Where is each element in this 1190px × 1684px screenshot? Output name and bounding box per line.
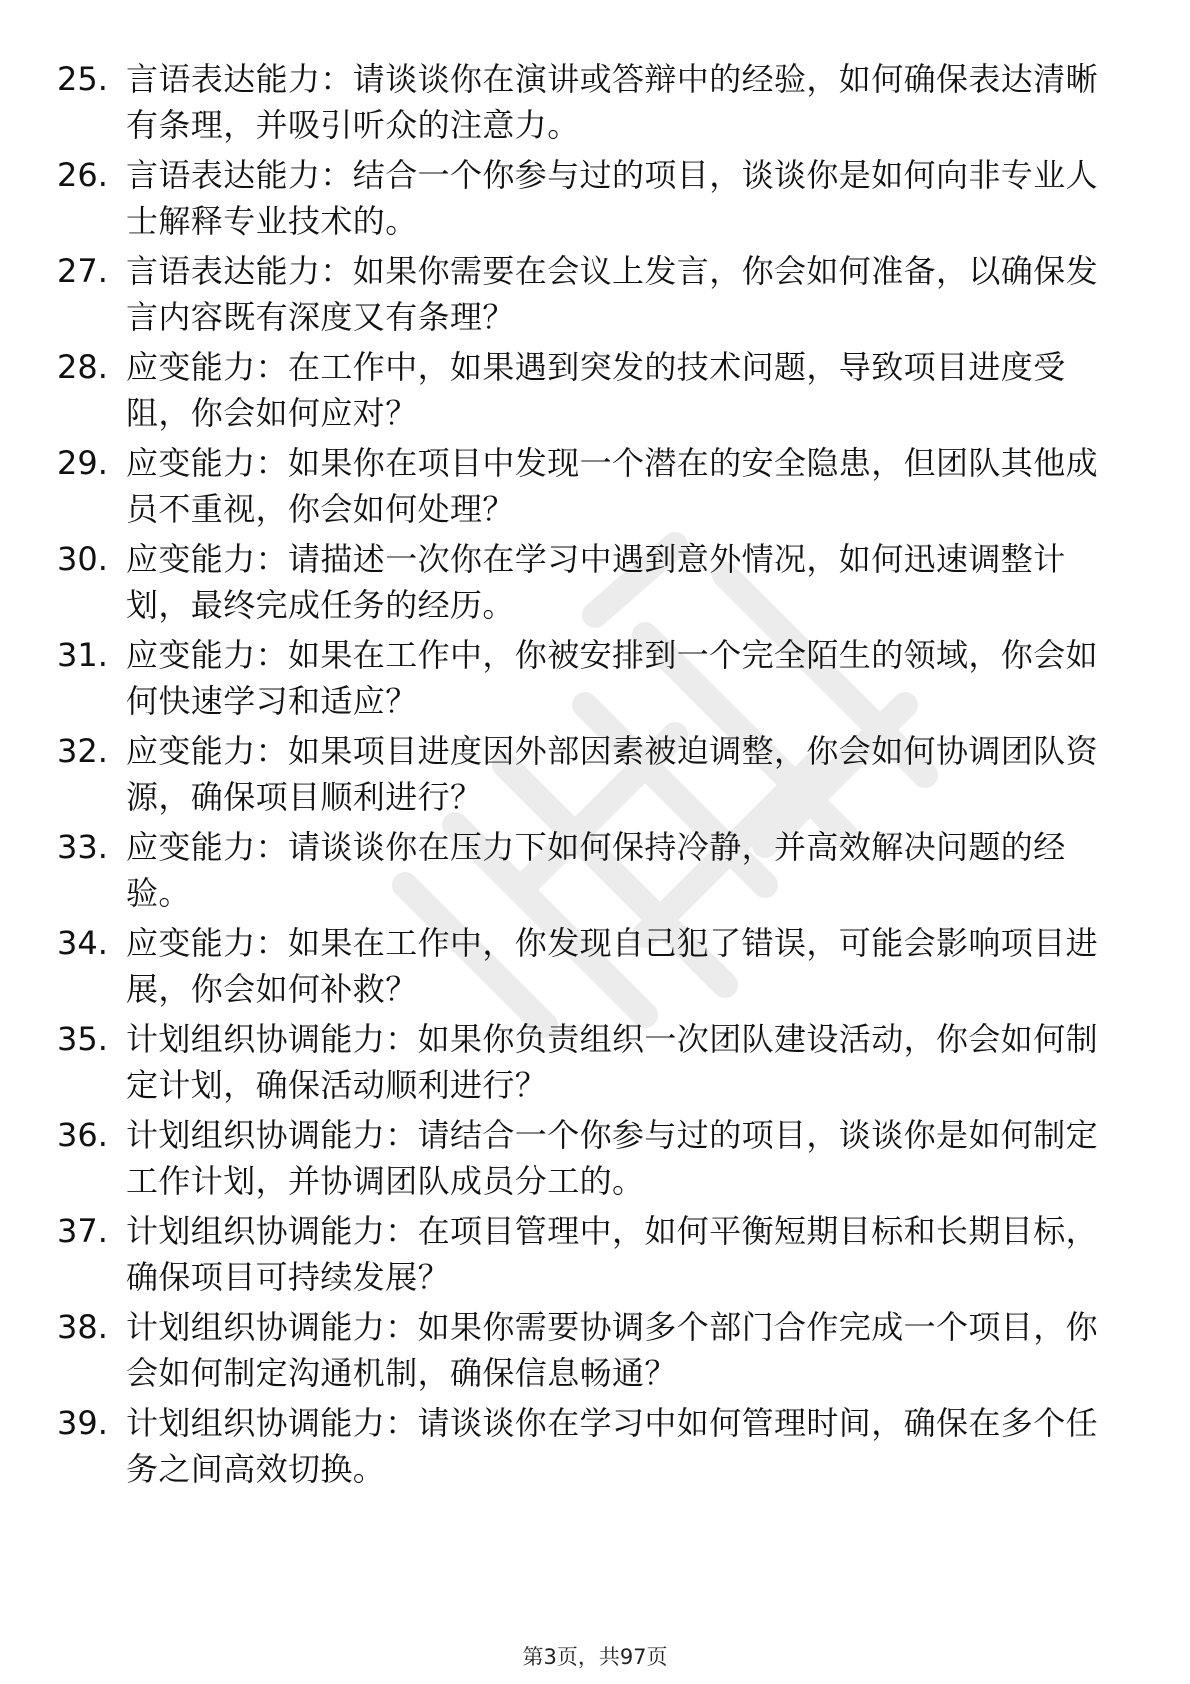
page-number: 第3页，共97页	[522, 1645, 668, 1669]
question-item	[0, 238, 1190, 334]
question-text: 计划组织协调能力：在项目管理中，如何平衡短期目标和长期目标，确保项目可持续发展？	[126, 1212, 1099, 1296]
question-item	[0, 1006, 1190, 1102]
question-number: 39.	[57, 1404, 108, 1442]
question-text: 应变能力：如果你在项目中发现一个潜在的安全隐患，但团队其他成员不重视，你会如何处理？	[126, 444, 1099, 528]
question-number: 32.	[57, 732, 108, 770]
question-item	[0, 142, 1190, 238]
question-item	[0, 718, 1190, 814]
question-item	[0, 814, 1190, 910]
question-number: 27.	[57, 252, 108, 290]
question-item	[0, 1102, 1190, 1198]
question-number: 31.	[57, 636, 108, 674]
question-number: 30.	[57, 540, 108, 578]
question-item	[0, 334, 1190, 430]
question-item	[0, 1198, 1190, 1294]
question-text: 计划组织协调能力：请谈谈你在学习中如何管理时间，确保在多个任务之间高效切换。	[126, 1404, 1099, 1488]
question-text: 应变能力：请谈谈你在压力下如何保持冷静，并高效解决问题的经验。	[126, 828, 1066, 912]
question-number: 25.	[57, 60, 108, 98]
question-number: 35.	[57, 1020, 108, 1058]
question-number: 28.	[57, 348, 108, 386]
question-text: 言语表达能力：结合一个你参与过的项目，谈谈你是如何向非专业人士解释专业技术的。	[126, 156, 1099, 240]
question-text: 计划组织协调能力：请结合一个你参与过的项目，谈谈你是如何制定工作计划，并协调团队成员分工的。	[126, 1116, 1099, 1200]
question-text: 言语表达能力：如果你需要在会议上发言，你会如何准备，以确保发言内容既有深度又有条理？	[126, 252, 1099, 336]
question-item	[0, 910, 1190, 1006]
question-number: 26.	[57, 156, 108, 194]
question-item	[0, 46, 1190, 142]
question-text: 应变能力：如果在工作中，你被安排到一个完全陌生的领域，你会如何快速学习和适应？	[126, 636, 1099, 720]
question-text: 应变能力：请描述一次你在学习中遇到意外情况，如何迅速调整计划，最终完成任务的经历。	[126, 540, 1066, 624]
question-item	[0, 622, 1190, 718]
question-text: 应变能力：如果项目进度因外部因素被迫调整，你会如何协调团队资源，确保项目顺利进行？	[126, 732, 1099, 816]
question-text: 应变能力：如果在工作中，你发现自己犯了错误，可能会影响项目进展，你会如何补救？	[126, 924, 1099, 1008]
question-text: 言语表达能力：请谈谈你在演讲或答辩中的经验，如何确保表达清晰有条理，并吸引听众的注意力。	[126, 60, 1099, 144]
question-number: 38.	[57, 1308, 108, 1346]
question-number: 34.	[57, 924, 108, 962]
question-number: 29.	[57, 444, 108, 482]
question-number: 37.	[57, 1212, 108, 1250]
question-number: 33.	[57, 828, 108, 866]
question-item	[0, 430, 1190, 526]
question-text: 计划组织协调能力：如果你负责组织一次团队建设活动，你会如何制定计划，确保活动顺利进行？	[126, 1020, 1099, 1104]
question-number: 36.	[57, 1116, 108, 1154]
question-item	[0, 1390, 1190, 1486]
question-text: 计划组织协调能力：如果你需要协调多个部门合作完成一个项目，你会如何制定沟通机制，确保信息畅通？	[126, 1308, 1099, 1392]
question-item	[0, 526, 1190, 622]
question-list	[0, 46, 1190, 1486]
question-text: 应变能力：在工作中，如果遇到突发的技术问题，导致项目进度受阻，你会如何应对？	[126, 348, 1066, 432]
question-item	[0, 1294, 1190, 1390]
